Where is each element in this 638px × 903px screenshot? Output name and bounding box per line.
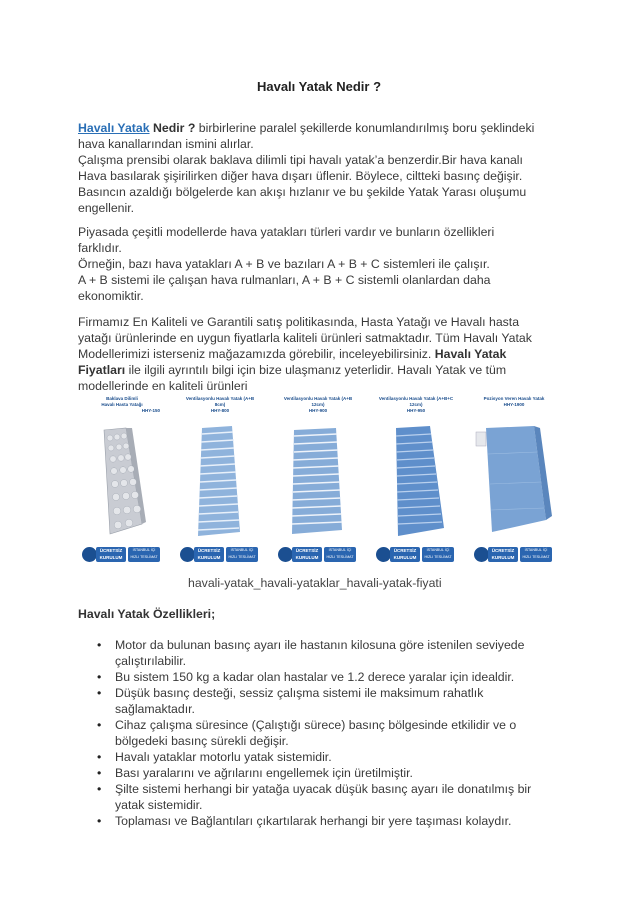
tools-icon (82, 547, 97, 562)
free-install-badge: ÜCRETSİZ KURULUM İSTANBUL İÇİ HIZLI TESLİMAT (278, 544, 358, 564)
flat-mattress-image (472, 424, 556, 542)
product-card-3 (276, 394, 360, 568)
company-line-2: yatağı ürünlerinde en uygun fiyatlarla kaliteli ürünleri satmaktadır. Tüm Havalı Yatak (78, 331, 532, 345)
company-line-1: Firmamız En Kaliteli ve Garantili satış politikasında, Hasta Yatağı ve Havalı hasta (78, 315, 520, 329)
havali-yatak-link[interactable]: Havalı Yatak (78, 121, 150, 135)
models-line-1: Piyasada çeşitli modellerde hava yatakları türleri vardır ve bunların özellikleri (78, 225, 495, 239)
product-label: Ventilasyonlu Havalı Yatak (A+B 8cm) HHY-800 (182, 396, 258, 422)
list-item: • Şilte sistemi herhangi bir yatağa uyacak düşük basınç ayarı ile donatılmış bir yatak sistemidir. (95, 781, 565, 813)
fiyatlari-bold: Fiyatları (78, 363, 126, 377)
list-item: • Toplaması ve Bağlantıları çıkartılarak herhangi bir yere taşıması kolaydır. (95, 813, 565, 829)
havali-yatak-bold: Havalı Yatak (434, 347, 507, 361)
models-line-4: A + B sistemi ile çalışan hava rulmanları, A + B + C sistemli olanlardan daha (78, 273, 491, 287)
product-card-5 (472, 394, 556, 568)
tools-icon (278, 547, 293, 562)
list-item: • Motor da bulunan basınç ayarı ile hastanın kilosuna göre istenilen seviyede çalıştırılabilir. (95, 637, 565, 669)
features-title: Havalı Yatak Özellikleri; (78, 607, 216, 621)
product-label: Pozisyon Veren Havalı Yatak HHY-1900 (476, 396, 552, 422)
tube-mattress-image (178, 424, 262, 542)
tools-icon (180, 547, 195, 562)
product-label: Ventilasyonlu Havalı Yatak (A+B 12cm) HHY-900 (280, 396, 356, 422)
list-item: • Havalı yataklar motorlu yatak sistemidir. (95, 749, 565, 765)
company-line-3: Modellerimizi isterseniz mağazamızda görebilir, inceleyebilirsiniz. Havalı Yatak (78, 347, 507, 361)
free-install-badge: ÜCRETSİZ KURULUM İSTANBUL İÇİ HIZLI TESLİMAT (180, 544, 260, 564)
intro-line-5: Basıncın azaldığı bölgelerde kan akışı hızlanır ve bu şekilde Yatak Yarası oluşumu (78, 185, 527, 199)
free-install-badge: ÜCRETSİZ KURULUM İSTANBUL İÇİ HIZLI TESLİMAT (376, 544, 456, 564)
models-line-2: farklıdır. (78, 241, 122, 255)
tools-icon (376, 547, 391, 562)
tube-mattress-image (374, 424, 458, 542)
list-item: • Düşük basınç desteği, sessiz çalışma sistemi ile maksimum rahatlık sağlamaktadır. (95, 685, 565, 717)
bubble-mattress-image (80, 424, 164, 542)
intro-bold: Nedir ? (149, 121, 196, 135)
list-item: • Bu sistem 150 kg a kadar olan hastalar ve 1.2 derece yaralar için idealdir. (95, 669, 565, 685)
list-item: • Cihaz çalışma süresince (Çalıştığı sürece) basınç bölgesinde etkilidir ve o bölgedeki basınç sürekli değişir. (95, 717, 565, 749)
models-line-5: ekonomiktir. (78, 289, 144, 303)
intro-paragraph (78, 120, 570, 216)
tools-icon (474, 547, 489, 562)
company-paragraph (78, 314, 570, 394)
intro-line-6: engellenir. (78, 201, 135, 215)
product-image-strip (80, 394, 558, 568)
models-paragraph (78, 224, 570, 304)
product-card-2 (178, 394, 262, 568)
company-line-5: modellerinde en kaliteli ürünleri (78, 379, 248, 393)
intro-line-3: Çalışma prensibi olarak baklava dilimli tipi havalı yatak’a benzerdir.Bir hava kanalı (78, 153, 523, 167)
image-caption: havali-yatak_havali-yataklar_havali-yatak-fiyati (188, 576, 442, 590)
free-install-badge: ÜCRETSİZ KURULUM İSTANBUL İÇİ HIZLI TESLİMAT (474, 544, 554, 564)
product-card-4 (374, 394, 458, 568)
page-title: Havalı Yatak Nedir ? (256, 79, 382, 94)
tube-mattress-image (276, 424, 360, 542)
models-line-3: Örneğin, bazı hava yatakları A + B ve bazıları A + B + C sistemleri ile çalışır. (78, 257, 490, 271)
list-item: • Bası yaralarını ve ağrılarını engellemek için üretilmiştir. (95, 765, 565, 781)
company-line-4: Fiyatları ile ilgili ayrıntılı bilgi için bize ulaşmanız yeterlidir. Havalı Yatak ve tüm (78, 363, 507, 377)
intro-line-2: hava kanallarından ismini alırlar. (78, 137, 254, 151)
intro-line-4: Hava basılarak şişirilirken diğer hava dışarı üflenir. Böylece, ciltteki basınç değişir. (78, 169, 523, 183)
features-list (95, 637, 565, 829)
product-card-1 (80, 394, 164, 568)
intro-line-1: Havalı Yatak Nedir ? birbirlerine paralel şekillerde konumlandırılmış boru şeklindeki (78, 121, 535, 135)
product-label: Baklava Dilimli Havalı Hasta Yatağı HHY-150 (84, 396, 160, 422)
product-label: Ventilasyonlu Havalı Yatak (A+B+C 12cm) HHY-950 (378, 396, 454, 422)
free-install-badge: ÜCRETSİZ KURULUM İSTANBUL İÇİ HIZLI TESLİMAT (82, 544, 162, 564)
